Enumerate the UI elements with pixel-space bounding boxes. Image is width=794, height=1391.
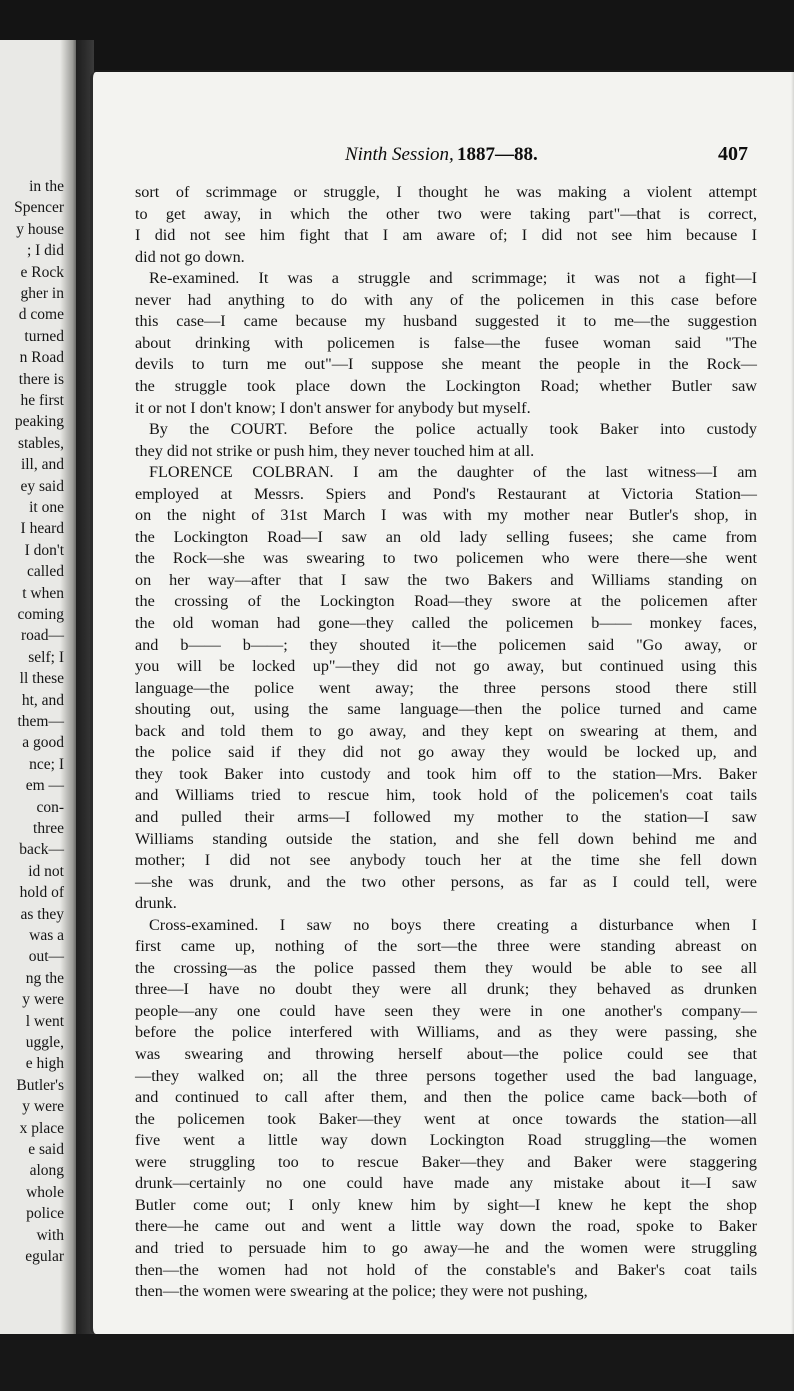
left-page-fragment: ill, and: [20, 456, 64, 474]
left-page-fragment: ll these: [19, 670, 64, 688]
body-text-line: drunk—certainly no one could have made any mistake about it—I saw: [135, 1174, 757, 1193]
left-page-fragment: I don't: [24, 541, 64, 559]
left-page-fragment: d come: [18, 306, 64, 324]
page-number: 407: [718, 143, 748, 165]
left-page-fragment: nce; I: [29, 755, 64, 773]
left-page-fragment: id not: [28, 862, 64, 880]
body-text-line: first came up, nothing of the sort—the three were standing abreast on: [135, 937, 757, 956]
body-text-line: they did not strike or push him, they never touched him at all.: [135, 441, 535, 460]
body-text-line: —they walked on; all the three persons together used the bad language,: [135, 1066, 757, 1085]
body-text-line: employed at Messrs. Spiers and Pond's Restaurant at Victoria Station—: [135, 484, 757, 503]
body-text-line: this case—I came because my husband suggested it to me—the suggestion: [135, 312, 757, 331]
body-text-line: Cross-examined. I saw no boys there creating a disturbance when I: [149, 915, 757, 934]
body-text-line: before the police interfered with Williams, and as they were passing, she: [135, 1023, 757, 1042]
left-page-fragment: road—: [20, 627, 64, 645]
left-page-fragment: whole: [26, 1183, 64, 1201]
body-text-line: then—the women were swearing at the police; they were not pushing,: [135, 1282, 588, 1301]
left-page-fragment: stables,: [17, 434, 64, 452]
body-text-line: to get away, in which the other two were taking part"—that is correct,: [135, 204, 757, 223]
body-text-line: sort of scrimmage or struggle, I thought he was making a violent attempt: [135, 183, 757, 201]
left-page-fragment: em —: [25, 777, 64, 795]
left-page-fragment: coming: [17, 606, 64, 623]
body-text-line: people—any one could have seen they were in one another's company—: [135, 1001, 757, 1020]
body-text-line: and tried to persuade him to go away—he and the women were struggling: [135, 1238, 757, 1257]
body-text-line: drunk.: [135, 894, 177, 913]
left-page-fragment: gher in: [20, 285, 64, 302]
left-page-fragment: ; I did: [26, 242, 64, 260]
left-page-fragment: y house: [16, 220, 64, 238]
body-text-line: Williams standing outside the station, and she fell down behind me and: [135, 829, 757, 848]
body-text-line: devils to turn me out"—I suppose she meant the people in the Rock—: [135, 355, 757, 374]
body-text-line: Butler come out; I only knew him by sight—I knew he kept the shop: [135, 1195, 757, 1214]
body-text-line: the police said if they did not go away they would be locked up, and: [135, 743, 757, 762]
left-page-fragment: Butler's: [16, 1076, 64, 1094]
body-text-line: and Williams tried to rescue him, took hold of the policemen's coat tails: [135, 786, 757, 805]
left-page-fragment: along: [29, 1162, 64, 1180]
left-page-fragment: e said: [28, 1141, 64, 1158]
body-text-line: the old woman had gone—they called the policemen b—— monkey faces,: [135, 614, 757, 632]
header-year: 1887—88.: [457, 144, 538, 165]
left-page-fragment: Spencer: [14, 199, 64, 217]
left-page-fragment: with: [36, 1226, 64, 1244]
left-page-fragment: ey said: [20, 477, 64, 495]
left-page-fragment: n Road: [19, 349, 64, 367]
body-text-line: Re-examined. It was a struggle and scrimmage; it was not a fight—I: [149, 269, 757, 288]
body-text-line: the crossing of the Lockington Road—they swore at the policemen after: [135, 592, 757, 611]
body-text-line: back and told them to go away, and they kept on swearing at them, and: [135, 721, 757, 740]
body-text-line: —she was drunk, and the two other persons, as far as I could tell, were: [135, 872, 757, 891]
left-page-fragment: t when: [22, 584, 64, 602]
right-page: [90, 72, 794, 1334]
left-page-fragment: them—: [17, 713, 64, 730]
left-page-fragment: self; I: [28, 648, 64, 666]
body-text-line: you will be locked up"—they did not go away, but continued using this: [135, 657, 757, 676]
body-text-line: language—the police went away; the three persons stood there still: [135, 678, 757, 697]
left-page-fragment: y were: [22, 991, 64, 1009]
body-text-line: three—I have no doubt they were all drunk; they behaved as drunken: [135, 980, 757, 999]
body-text-line: the crossing—as the police passed them they would be able to see all: [135, 958, 757, 977]
body-text-line: shouting out, using the same language—then the police turned and came: [135, 700, 757, 719]
left-page-fragment: hold of: [19, 884, 64, 902]
body-text-line: and pulled their arms—I followed my mother to the station—I saw: [135, 807, 757, 826]
left-page-fragment: y were: [22, 1098, 64, 1116]
scan-bottom-background: [0, 1334, 794, 1391]
left-page-fragment: x place: [19, 1119, 64, 1137]
left-page-fragment: it one: [29, 499, 64, 516]
header-session: Ninth Session,: [345, 144, 454, 165]
body-text-line: about drinking with policemen is false—the fusee woman said "The: [135, 333, 757, 352]
left-page-fragment: police: [26, 1205, 64, 1223]
scan-top-background: [0, 0, 794, 70]
body-text-line: were struggling too to rescue Baker—they and Baker were staggering: [135, 1152, 757, 1171]
left-page-fragment: e Rock: [20, 263, 64, 281]
body-text-line: then—the women had not hold of the constable's and Baker's coat tails: [135, 1260, 757, 1279]
body-text-line: on the night of 31st March I was with my mother near Butler's shop, in: [135, 506, 757, 525]
body-text-line: mother; I did not see anybody touch her at the time she fell down: [135, 851, 757, 870]
body-text-line: was swearing and throwing herself about—the police could see that: [135, 1045, 757, 1063]
left-page-fragment: he first: [20, 392, 64, 409]
left-page-fragment: a good: [22, 734, 64, 752]
left-page-fragment: was a: [29, 927, 64, 944]
body-text-line: they took Baker into custody and took him off to the station—Mrs. Baker: [135, 764, 757, 783]
left-page-fragment: uggle,: [25, 1034, 64, 1051]
left-page-fragment: I heard: [20, 520, 64, 538]
left-page-fragment: called: [26, 563, 64, 581]
body-text-line: never had anything to do with any of the policemen in this case before: [135, 290, 757, 309]
body-text-line: By the COURT. Before the police actually took Baker into custody: [149, 420, 757, 439]
body-text-line: five went a little way down Lockington Road struggling—the women: [135, 1131, 757, 1150]
body-text-line: the struggle took place down the Lockington Road; whether Butler saw: [135, 376, 757, 395]
left-page-fragment: l went: [25, 1012, 64, 1030]
left-page-fragment: ht, and: [21, 691, 64, 709]
left-page-fragment: back—: [19, 841, 64, 859]
body-text-line: the policemen took Baker—they went at once towards the station—all: [135, 1109, 757, 1128]
body-text-line: I did not see him fight that I am aware of; I did not see him because I: [135, 226, 757, 245]
body-text-line: the Rock—she was swearing to two policemen who were there—she went: [135, 549, 757, 568]
body-text-line: and continued to call after them, and then the police came back—both of: [135, 1088, 757, 1107]
left-page-fragment: peaking: [14, 413, 64, 431]
left-page-fragment: out—: [28, 948, 64, 966]
left-page: [0, 40, 78, 1350]
left-page-fragment: as they: [20, 905, 64, 923]
left-page-fragment: ng the: [25, 969, 64, 987]
left-page-fragment: egular: [25, 1248, 64, 1265]
left-page-fragment: turned: [24, 327, 64, 345]
body-text-line: it or not I don't know; I don't answer for anybody but myself.: [135, 398, 531, 417]
left-page-fragment: e high: [25, 1055, 64, 1073]
body-text-line: FLORENCE COLBRAN. I am the daughter of the last witness—I am: [149, 463, 757, 482]
body-text-line: there—he came out and went a little way down the road, spoke to Baker: [135, 1217, 757, 1236]
left-page-fragment: in the: [29, 178, 64, 195]
left-page-fragment: con-: [36, 798, 64, 816]
left-page-fragment: there is: [18, 370, 64, 388]
body-text-line: did not go down.: [135, 247, 245, 266]
running-header: [93, 140, 753, 168]
body-text-line: the Lockington Road—I saw an old lady selling fusees; she came from: [135, 527, 757, 546]
left-page-fragment: three: [33, 820, 64, 837]
body-text-line: on her way—after that I saw the two Bakers and Williams standing on: [135, 570, 757, 589]
body-text-line: and b—— b——; they shouted it—the policemen said "Go away, or: [135, 635, 757, 654]
